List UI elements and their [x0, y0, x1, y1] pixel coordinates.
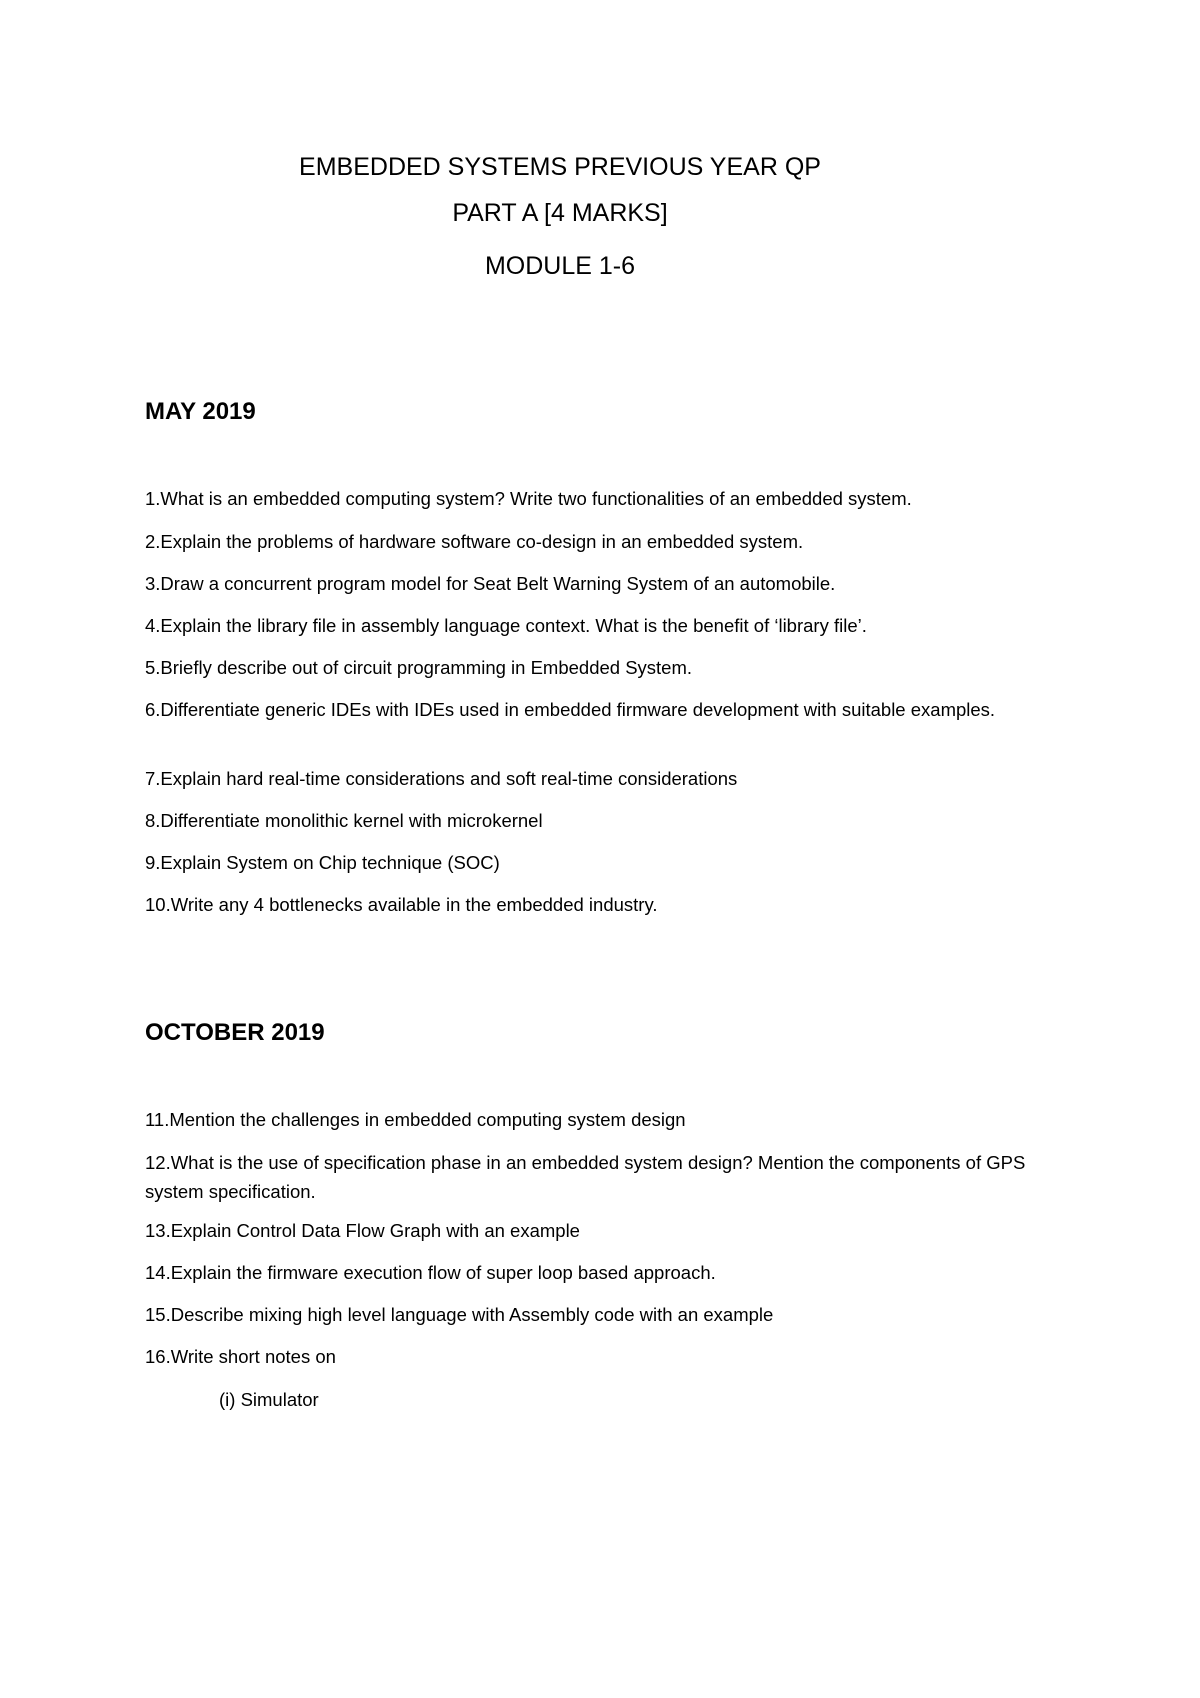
question-item: 8.Differentiate monolithic kernel with microkernel	[145, 810, 543, 831]
question-item: 9.Explain System on Chip technique (SOC)	[145, 852, 500, 873]
sub-item: (i) Simulator	[219, 1389, 319, 1410]
question-item: 5.Briefly describe out of circuit programming in Embedded System.	[145, 657, 693, 678]
question-item: 14.Explain the firmware execution flow of super loop based approach.	[145, 1262, 716, 1283]
section-heading-may-2019: MAY 2019	[145, 398, 256, 425]
module-heading: MODULE 1-6	[484, 252, 636, 280]
question-item: 10.Write any 4 bottlenecks available in the embedded industry.	[145, 894, 658, 915]
question-item: 4.Explain the library file in assembly language context. What is the benefit of ‘library file’.	[145, 615, 867, 636]
part-heading: PART A [4 MARKS]	[452, 199, 668, 227]
question-item: 7.Explain hard real-time considerations and soft real-time considerations	[145, 768, 738, 789]
question-item: 3.Draw a concurrent program model for Seat Belt Warning System of an automobile.	[145, 573, 836, 594]
question-item: 1.What is an embedded computing system? Write two functionalities of an embedded system.	[145, 488, 912, 509]
question-item: 16.Write short notes on	[145, 1346, 336, 1367]
question-item: 15.Describe mixing high level language with Assembly code with an example	[145, 1304, 774, 1325]
question-item: 12.What is the use of specification phase in an embedded system design? Mention the components of GPS system specification.	[145, 1152, 1026, 1202]
question-item: 2.Explain the problems of hardware software co-design in an embedded system.	[145, 531, 804, 552]
question-item: 11.Mention the challenges in embedded computing system design	[145, 1109, 686, 1130]
section-heading-october-2019: OCTOBER 2019	[145, 1019, 325, 1046]
document-title: EMBEDDED SYSTEMS PREVIOUS YEAR QP	[299, 153, 821, 181]
question-item: 6.Differentiate generic IDEs with IDEs used in embedded firmware development with suitable examples.	[145, 699, 996, 720]
question-item: 13.Explain Control Data Flow Graph with an example	[145, 1220, 580, 1241]
